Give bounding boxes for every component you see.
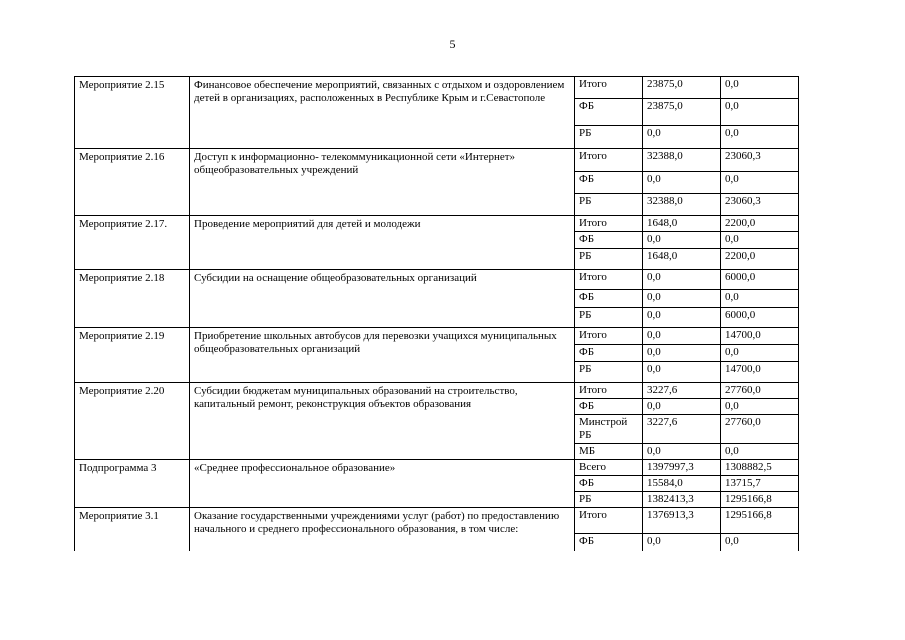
value-2: 2200,0 [721,216,799,232]
value-1: 23875,0 [643,99,721,126]
value-1: 0,0 [643,232,721,249]
funding-source: РБ [575,194,643,216]
value-2: 1295166,8 [721,492,799,508]
value-1: 0,0 [643,534,721,551]
table-row [75,460,799,476]
value-1: 3227,6 [643,415,721,444]
funding-source: Итого [575,383,643,399]
item-description: Проведение мероприятий для детей и молодежи [190,216,575,270]
funding-source: Итого [575,77,643,99]
value-2: 6000,0 [721,270,799,290]
value-1: 0,0 [643,345,721,362]
item-description: Субсидии бюджетам муниципальных образований на строительство, капитальный ремонт, реконструкция объектов образования [190,383,575,460]
item-name: Мероприятие 2.18 [75,270,190,328]
item-description: Приобретение школьных автобусов для перевозки учащихся муниципальных общеобразовательных организаций [190,328,575,383]
value-2: 1308882,5 [721,460,799,476]
value-2: 0,0 [721,534,799,551]
item-name: Мероприятие 2.20 [75,383,190,460]
value-2: 14700,0 [721,362,799,383]
value-1: 0,0 [643,444,721,460]
funding-source: Всего [575,460,643,476]
funding-source: ФБ [575,399,643,415]
page-number: 5 [449,37,456,51]
item-name: Мероприятие 2.17. [75,216,190,270]
table-row [75,149,799,172]
value-2: 13715,7 [721,476,799,492]
funding-source: ФБ [575,232,643,249]
value-1: 32388,0 [643,194,721,216]
funding-source: РБ [575,362,643,383]
item-name: Мероприятие 2.19 [75,328,190,383]
value-2: 27760,0 [721,415,799,444]
item-name: Мероприятие 2.16 [75,149,190,216]
value-2: 27760,0 [721,383,799,399]
value-2: 0,0 [721,77,799,99]
value-1: 15584,0 [643,476,721,492]
value-1: 0,0 [643,290,721,308]
value-1: 1397997,3 [643,460,721,476]
item-description: «Среднее профессиональное образование» [190,460,575,508]
item-name: Подпрограмма 3 [75,460,190,508]
value-1: 0,0 [643,172,721,194]
value-1: 1382413,3 [643,492,721,508]
value-2: 23060,3 [721,149,799,172]
value-1: 1376913,3 [643,508,721,534]
value-2: 1295166,8 [721,508,799,534]
funding-source: Итого [575,270,643,290]
value-1: 0,0 [643,126,721,149]
value-2: 14700,0 [721,328,799,345]
value-2: 0,0 [721,172,799,194]
funding-source: Итого [575,328,643,345]
table-row [75,270,799,290]
funding-source: Минстрой РБ [575,415,643,444]
funding-source: МБ [575,444,643,460]
value-1: 0,0 [643,270,721,290]
value-2: 0,0 [721,399,799,415]
table-row [75,328,799,345]
funding-source: РБ [575,126,643,149]
value-1: 1648,0 [643,216,721,232]
value-1: 0,0 [643,362,721,383]
budget-table [74,76,799,551]
funding-source: Итого [575,149,643,172]
value-1: 3227,6 [643,383,721,399]
funding-source: ФБ [575,290,643,308]
value-2: 0,0 [721,345,799,362]
funding-source: ФБ [575,99,643,126]
value-2: 23060,3 [721,194,799,216]
value-1: 0,0 [643,399,721,415]
table-row [75,508,799,534]
value-1: 0,0 [643,308,721,328]
value-2: 6000,0 [721,308,799,328]
table-row [75,77,799,99]
value-2: 0,0 [721,126,799,149]
funding-source: РБ [575,308,643,328]
value-2: 0,0 [721,232,799,249]
value-2: 0,0 [721,99,799,126]
item-description: Оказание государственными учреждениями услуг (работ) по предоставлению начального и среднего профессионального образования, в том числе: [190,508,575,551]
table-body [75,77,799,551]
funding-source: ФБ [575,476,643,492]
value-1: 1648,0 [643,249,721,270]
item-name: Мероприятие 2.15 [75,77,190,149]
item-description: Субсидии на оснащение общеобразовательных организаций [190,270,575,328]
item-description: Финансовое обеспечение мероприятий, связанных с отдыхом и оздоровлением детей в организациях, расположенных в Республике Крым и г.Севастополе [190,77,575,149]
funding-source: ФБ [575,172,643,194]
funding-source: Итого [575,216,643,232]
value-2: 2200,0 [721,249,799,270]
funding-source: ФБ [575,345,643,362]
table-row [75,383,799,399]
funding-source: РБ [575,249,643,270]
funding-source: Итого [575,508,643,534]
value-2: 0,0 [721,290,799,308]
value-1: 23875,0 [643,77,721,99]
value-1: 32388,0 [643,149,721,172]
funding-source: РБ [575,492,643,508]
table-row [75,216,799,232]
funding-source: ФБ [575,534,643,551]
value-1: 0,0 [643,328,721,345]
item-name: Мероприятие 3.1 [75,508,190,551]
item-description: Доступ к информационно- телекоммуникационной сети «Интернет» общеобразовательных учреждений [190,149,575,216]
value-2: 0,0 [721,444,799,460]
